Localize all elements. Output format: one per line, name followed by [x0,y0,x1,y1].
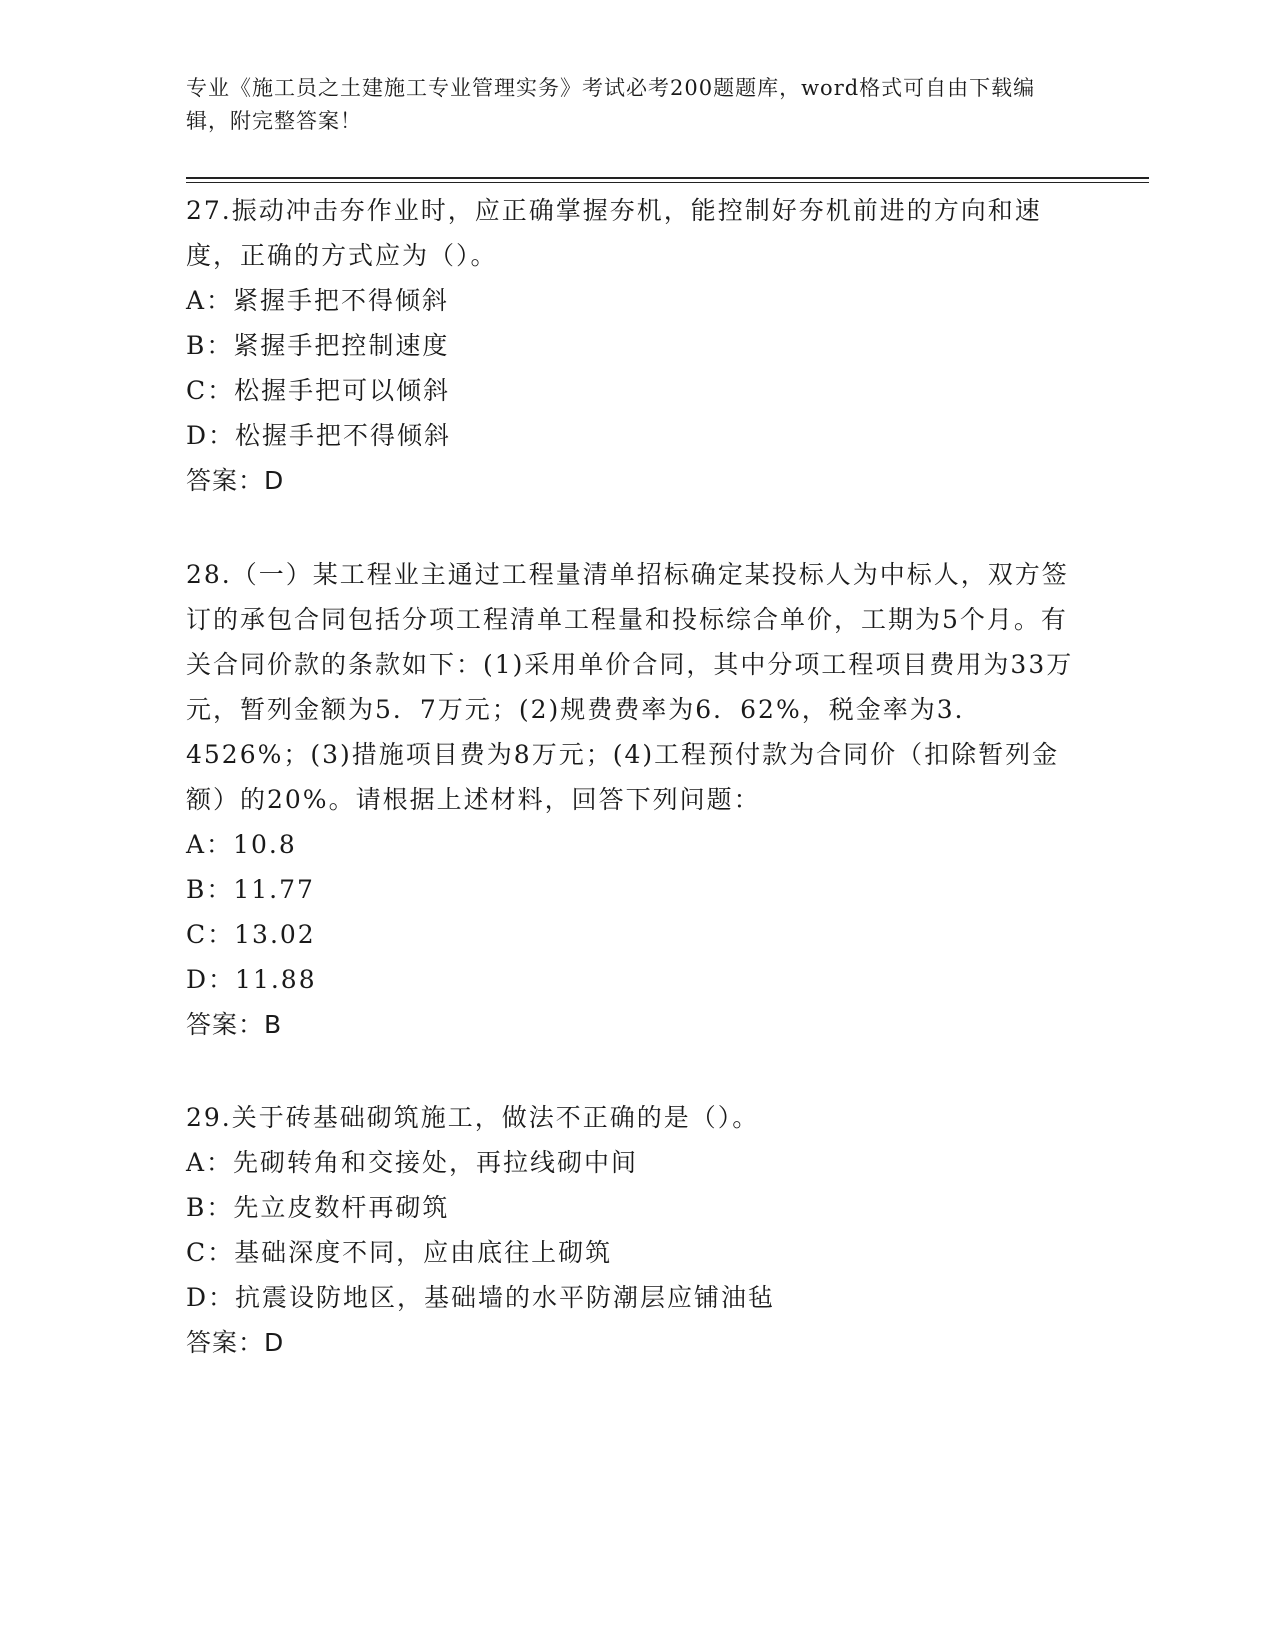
question-stem: 27.振动冲击夯作业时，应正确掌握夯机，能控制好夯机前进的方向和速度，正确的方式应为（）。 [186,196,1042,270]
answer-label: 答案：D [186,466,285,495]
option-c: C：基础深度不同，应由底往上砌筑 [186,1238,613,1267]
question-stem: 28.（一）某工程业主通过工程量清单招标确定某投标人为中标人，双方签订的承包合同包括分项工程清单工程量和投标综合单价，工期为5个月。有关合同价款的条款如下：(1)采用单价合同，其中分项工程项目费用为33万元，暂列金额为5．7万元；(2)规费费率为6．62%，税金率为3．4526%；(3)措施项目费为8万元；(4)工程预付款为合同价（扣除暂列金额）的20%。请根据上述材料，回答下列问题： [186,560,1074,814]
option-b: B：先立皮数杆再砌筑 [186,1193,450,1222]
option-c: C：松握手把可以倾斜 [186,376,451,405]
option-b: B：11.77 [186,875,315,904]
question-27 [186,188,1086,503]
question-28 [186,552,1086,1047]
option-b: B：紧握手把控制速度 [186,331,450,360]
option-a: A：10.8 [186,830,297,859]
header-divider-thin [186,182,1149,183]
document-header: 专业《施工员之土建施工专业管理实务》考试必考200题题库，word格式可自由下载编辑，附完整答案！ [186,76,1036,133]
question-stem: 29.关于砖基础砌筑施工，做法不正确的是（）。 [186,1103,760,1132]
option-d: D：松握手把不得倾斜 [186,421,452,450]
answer-label: 答案：B [186,1010,283,1039]
option-c: C：13.02 [186,920,316,949]
option-a: A：紧握手把不得倾斜 [186,286,450,315]
answer-label: 答案：D [186,1328,285,1357]
option-d: D：抗震设防地区，基础墙的水平防潮层应铺油毡 [186,1283,776,1312]
question-29 [186,1095,1086,1365]
option-a: A：先砌转角和交接处，再拉线砌中间 [186,1148,639,1177]
option-d: D：11.88 [186,965,317,994]
header-divider-thick [186,177,1149,179]
